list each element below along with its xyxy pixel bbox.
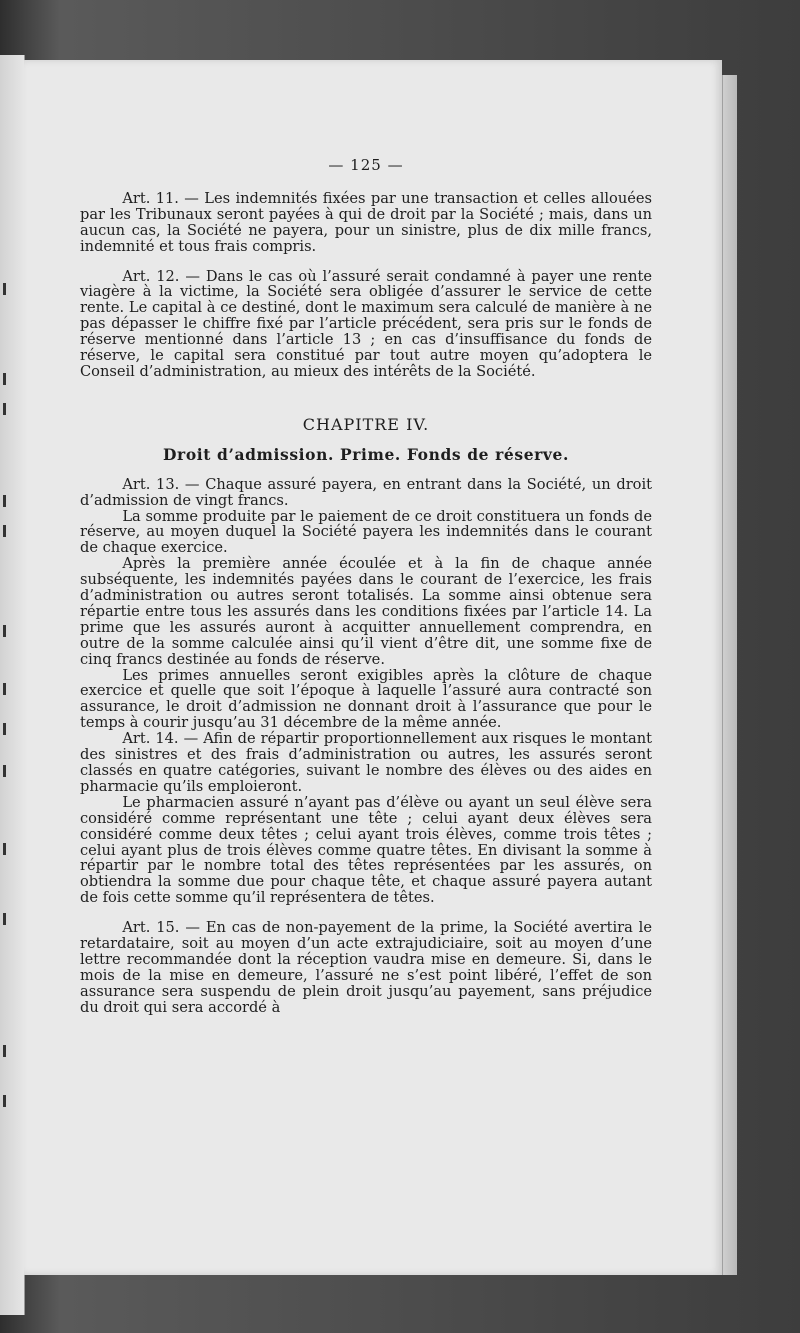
margin-mark: [3, 723, 6, 735]
margin-mark: [3, 403, 6, 415]
paragraph-somme: La somme produite par le paiement de ce droit constituera un fonds de réserve, au moyen duquel la Société payera les indemnités dans le courant de chaque exercice.: [80, 507, 652, 557]
page-number: — 125 —: [328, 156, 404, 174]
margin-mark: [3, 765, 6, 777]
chapter-subtitle: Droit d’admission. Prime. Fonds de réserve.: [163, 444, 569, 464]
page-text: [80, 158, 652, 1016]
article-12: Art. 12. — Dans le cas où l’assuré serait condamné à payer une rente viagère à la victime, la Société sera obligée d’assurer le service de cette rente. Le capital à ce destiné, dont le maximum sera calculé de manière à ne pas dépasser le chiffre fixé par l’article précédent, sera pris sur le fonds de réserve mentionné dans l’article 13 ; en cas d’insuffisance du fonds de réserve, le capital sera constitué par tout autre moyen qu’adoptera le Conseil d’administration, au mieux des intérêts de la Société.: [80, 267, 652, 380]
article-14: Art. 14. — Afin de répartir proportionnellement aux risques le montant des sinistres et des frais d’administration ou autres, les assurés seront classés en quatre catégories, suivant le nombre des élèves ou des aides en pharmacie qu’ils emploieront.: [80, 730, 652, 795]
margin-mark: [3, 525, 6, 537]
paragraph-apres: Après la première année écoulée et à la fin de chaque année subséquente, les indemnités payées dans le courant de l’exercice, les frais d’administration ou autres seront totalisés. La somme ainsi obtenue sera répartie entre tous les assurés dans les conditions fixées par l’article 14. La prime que les assurés auront à acquitter annuellement comprendra, en outre de la somme calculée ainsi qu’il vient d’être dit, une somme fixe de cinq francs destinée au fonds de réserve.: [80, 555, 652, 668]
article-11: Art. 11. — Les indemnités fixées par une transaction et celles allouées par les Tribunaux seront payées à qui de droit par la Société ; mais, dans un aucun cas, la Société ne payera, pour un sinistre, plus de dix mille francs, indemnité et tous frais compris.: [80, 189, 652, 255]
paragraph-primes: Les primes annuelles seront exigibles après la clôture de chaque exercice et quelle que soit l’époque à laquelle l’assuré aura contracté son assurance, le droit d’admission ne donnant droit à l’assurance que pour le temps à courir jusqu’au 31 décembre de la même année.: [80, 666, 652, 732]
margin-mark: [3, 683, 6, 695]
article-13: Art. 13. — Chaque assuré payera, en entrant dans la Société, un droit d’admission de vingt francs.: [80, 475, 652, 509]
book-page: [24, 60, 722, 1275]
margin-mark: [3, 1095, 6, 1107]
previous-page-edge: [0, 55, 25, 1315]
margin-mark: [3, 283, 6, 295]
paragraph-pharmacien: Le pharmacien assuré n’ayant pas d’élève ou ayant un seul élève sera considéré comme représentant une tête ; celui ayant deux élèves sera considéré comme deux têtes ; celui ayant trois élèves, comme trois têtes ; celui ayant plus de trois élèves comme quatre têtes. En divisant la somme à répartir par le nombre total des têtes représentées par les assurés, on obtiendra la somme due pour chaque tête, et chaque assuré payera autant de fois cette somme qu’il représentera de têtes.: [80, 793, 652, 907]
margin-mark: [3, 495, 6, 507]
margin-mark: [3, 1045, 6, 1057]
margin-mark: [3, 913, 6, 925]
margin-mark: [3, 373, 6, 385]
article-15: Art. 15. — En cas de non-payement de la prime, la Société avertira le retardataire, soit au moyen d’un acte extrajudiciaire, soit au moyen d’une lettre recommandée dont la réception vaudra mise en demeure. Si, dans le mois de la mise en demeure, l’assuré ne s’est point libéré, l’effet de son assurance sera suspendu de plein droit jusqu’au payement, sans préjudice du droit qui sera accordé à: [80, 919, 652, 1016]
chapter-title: CHAPITRE IV.: [302, 414, 430, 434]
page-stack-edge: [722, 75, 737, 1275]
margin-mark: [3, 843, 6, 855]
margin-mark: [3, 625, 6, 637]
